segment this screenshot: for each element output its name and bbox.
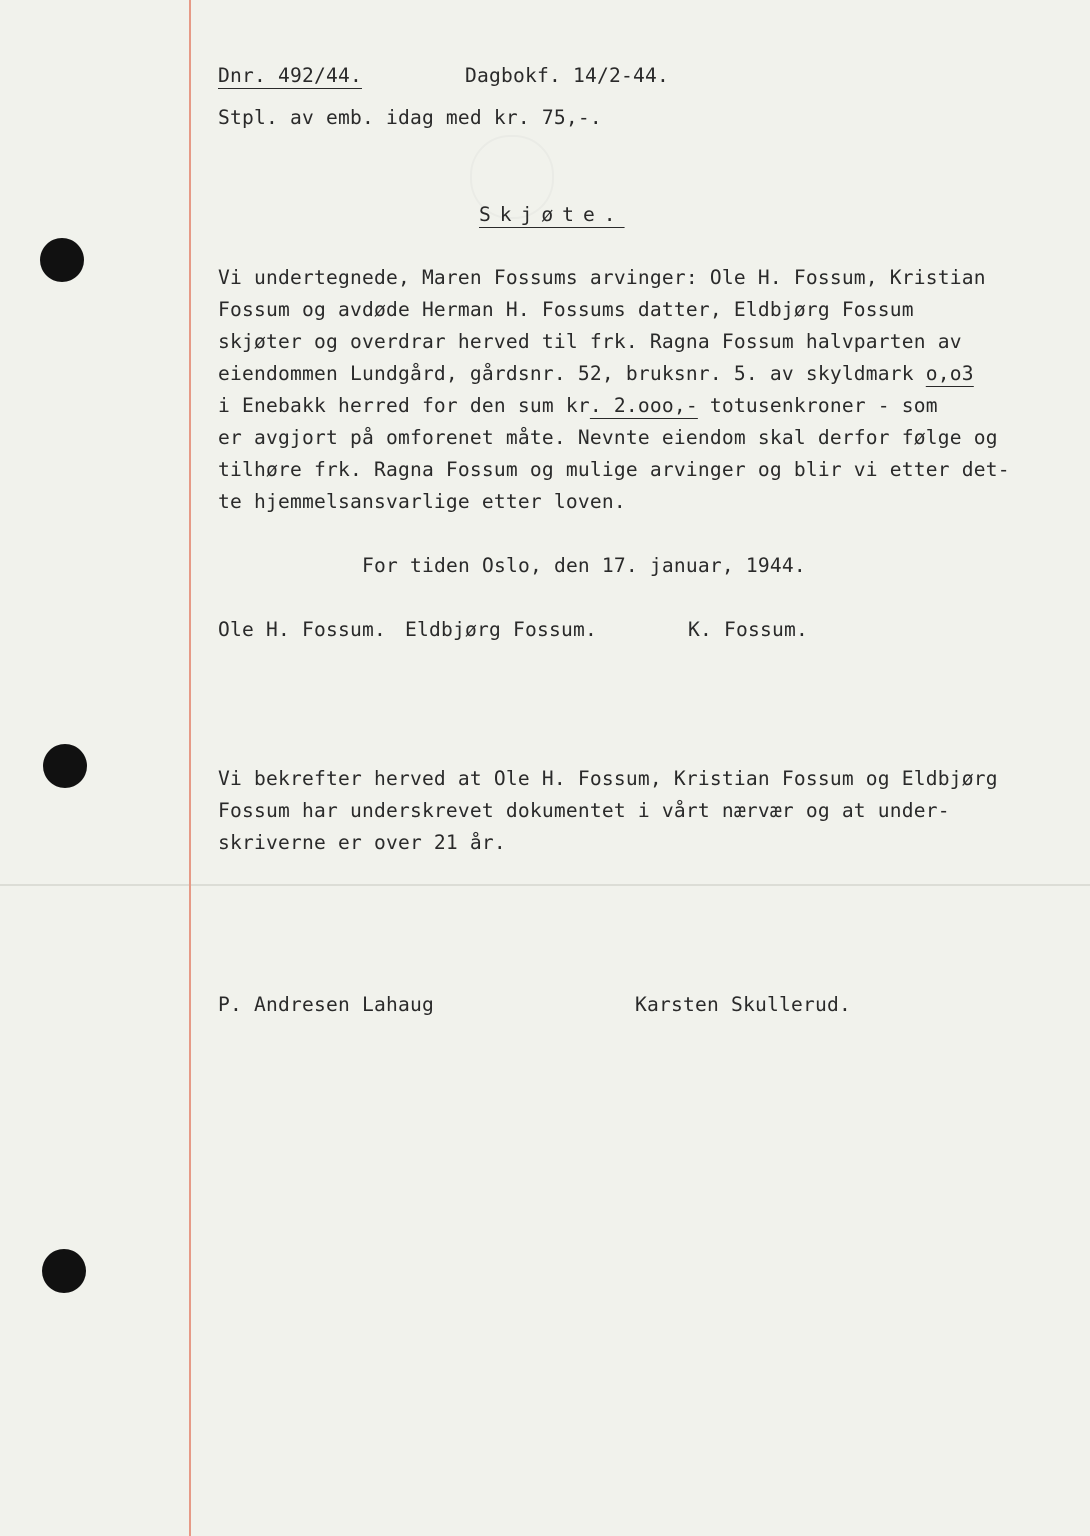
body-line-8: te hjemmelsansvarlige etter loven.	[218, 490, 626, 513]
place-date: For tiden Oslo, den 17. januar, 1944.	[362, 554, 806, 577]
punch-hole-top	[40, 238, 84, 282]
attestation-line-3: skriverne er over 21 år.	[218, 831, 506, 854]
witness-2: Karsten Skullerud.	[635, 993, 851, 1016]
body-line-4-text: eiendommen Lundgård, gårdsnr. 52, bruksnr. 5. av skyldmark	[218, 362, 926, 385]
dagbok-reference: Dagbokf. 14/2-44.	[465, 64, 669, 87]
body-line-7: tilhøre frk. Ragna Fossum og mulige arvinger og blir vi etter det-	[218, 458, 1010, 481]
punch-hole-bottom	[42, 1249, 86, 1293]
witness-1: P. Andresen Lahaug	[218, 993, 434, 1016]
signatory-2: Eldbjørg Fossum.	[405, 618, 597, 641]
body-line-4	[218, 362, 974, 386]
body-line-3: skjøter og overdrar herved til frk. Ragna Fossum halvparten av	[218, 330, 962, 353]
body-line-5-text: i Enebakk herred for den sum kr	[218, 394, 590, 417]
sum-amount: . 2.ooo,-	[589, 394, 698, 417]
attestation-line-1: Vi bekrefter herved at Ole H. Fossum, Kristian Fossum og Eldbjørg	[218, 767, 998, 790]
body-line-6: er avgjort på omforenet måte. Nevnte eiendom skal derfor følge og	[218, 426, 998, 449]
body-line-1: Vi undertegnede, Maren Fossums arvinger: Ole H. Fossum, Kristian	[218, 266, 986, 289]
dnr-number: Dnr. 492/44.	[218, 64, 362, 87]
attestation-line-2: Fossum har underskrevet dokumentet i vårt nærvær og at under-	[218, 799, 950, 822]
body-line-5-post: totusenkroner - som	[697, 394, 938, 417]
signatory-1: Ole H. Fossum.	[218, 618, 386, 641]
signatory-3: K. Fossum.	[688, 618, 808, 641]
body-line-5	[218, 394, 938, 418]
body-line-2: Fossum og avdøde Herman H. Fossums datter, Eldbjørg Fossum	[218, 298, 914, 321]
document-title: Skjøte.	[479, 203, 625, 226]
punch-hole-middle	[43, 744, 87, 788]
margin-line	[189, 0, 191, 1536]
stamp-note: Stpl. av emb. idag med kr. 75,-.	[218, 106, 602, 129]
skyldmark-value: o,o3	[925, 362, 974, 385]
page-fold	[0, 884, 1090, 886]
